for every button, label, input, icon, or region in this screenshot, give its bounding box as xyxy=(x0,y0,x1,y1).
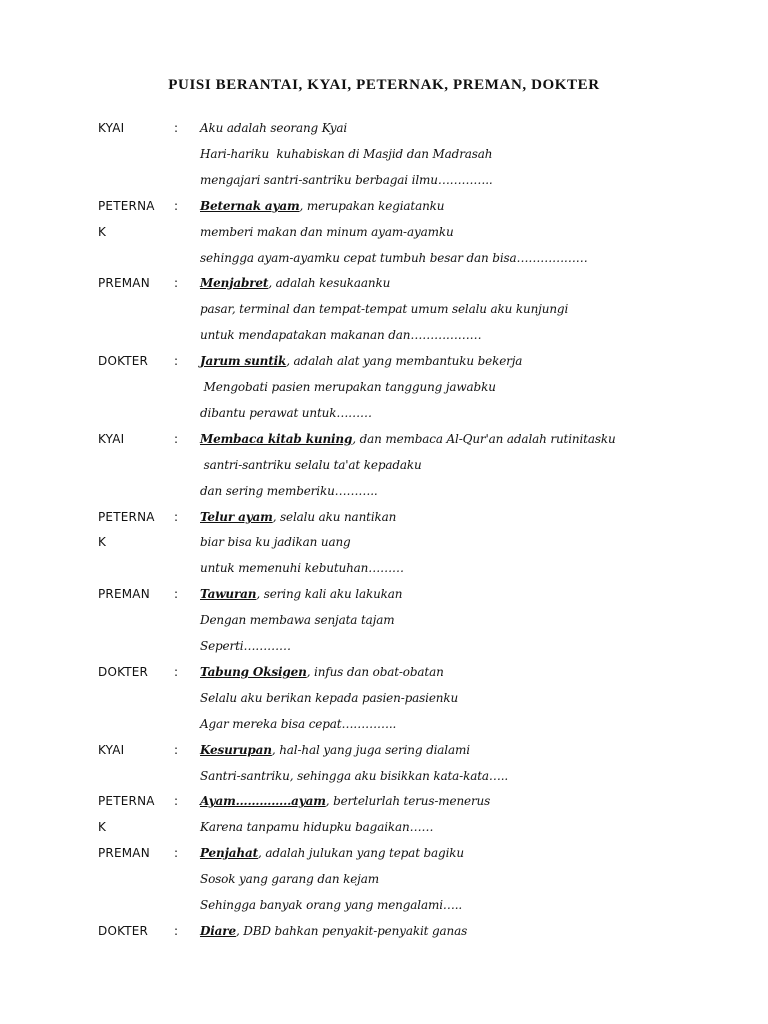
verse-line xyxy=(200,481,378,501)
speaker-colon: : xyxy=(174,794,179,808)
poem-line xyxy=(0,299,768,319)
verse-keyword: Menjabret xyxy=(200,276,269,290)
verse-line xyxy=(200,817,433,837)
speaker-label: PREMAN xyxy=(98,276,150,290)
verse-line xyxy=(200,118,347,138)
verse-keyword: Jarum suntik xyxy=(200,354,287,368)
speaker-colon: : xyxy=(174,510,179,524)
poem-line xyxy=(0,222,768,242)
verse-text: pasar, terminal dan tempat-tempat umum selalu aku kunjungi xyxy=(200,302,569,316)
verse-keyword: Tabung Oksigen xyxy=(200,665,307,679)
speaker-colon: : xyxy=(174,432,179,446)
verse-text: , adalah kesukaanku xyxy=(268,276,391,290)
verse-text: Dengan membawa senjata tajam xyxy=(200,613,395,627)
verse-line xyxy=(200,377,496,397)
speaker-label: KYAI xyxy=(98,743,125,757)
poem-line xyxy=(0,455,768,475)
verse-text: Mengobati pasien merupakan tanggung jawabku xyxy=(200,380,496,394)
verse-text: memberi makan dan minum ayam-ayamku xyxy=(200,225,454,239)
speaker-label: PETERNA xyxy=(98,794,155,808)
verse-line xyxy=(200,843,464,863)
verse-line xyxy=(200,584,402,604)
verse-keyword: Diare xyxy=(200,924,236,938)
verse-line xyxy=(200,766,508,786)
verse-keyword: Membaca kitab kuning xyxy=(200,432,353,446)
verse-line xyxy=(200,688,458,708)
speaker-label: K xyxy=(98,535,107,549)
poem-line xyxy=(0,869,768,889)
verse-text: , merupakan kegiatanku xyxy=(299,199,445,213)
poem-line xyxy=(0,843,768,863)
speaker-colon: : xyxy=(174,276,179,290)
verse-text: , sering kali aku lakukan xyxy=(256,587,403,601)
poem-line xyxy=(0,144,768,164)
poem-title: PUISI BERANTAI, KYAI, PETERNAK, PREMAN, DOKTER xyxy=(168,77,600,93)
verse-text: , infus dan obat-obatan xyxy=(306,665,444,679)
speaker-colon: : xyxy=(174,354,179,368)
poem-line xyxy=(0,714,768,734)
poem-line xyxy=(0,558,768,578)
verse-text: , bertelurlah terus-menerus xyxy=(325,794,491,808)
verse-text: santri-santriku selalu ta'at kepadaku xyxy=(200,458,422,472)
verse-line xyxy=(200,791,490,811)
verse-line xyxy=(200,196,444,216)
verse-text: Sosok yang garang dan kejam xyxy=(200,872,379,886)
speaker-colon: : xyxy=(174,846,179,860)
verse-text: Hari-hariku kuhabiskan di Masjid dan Madrasah xyxy=(200,147,493,161)
verse-text: biar bisa ku jadikan uang xyxy=(200,535,351,549)
poem-line xyxy=(0,791,768,811)
poem-line xyxy=(0,170,768,190)
poem-line xyxy=(0,610,768,630)
poem-line xyxy=(0,921,768,941)
verse-text: Santri-santriku, sehingga aku bisikkan kata-kata….. xyxy=(200,769,509,783)
verse-line xyxy=(200,558,404,578)
verse-text: , adalah alat yang membantuku bekerja xyxy=(286,354,523,368)
speaker-label: PREMAN xyxy=(98,587,150,601)
verse-line xyxy=(200,429,616,449)
poem-line xyxy=(0,377,768,397)
poem-line xyxy=(0,817,768,837)
poem-line xyxy=(0,688,768,708)
verse-line xyxy=(200,455,422,475)
poem-line xyxy=(0,325,768,345)
verse-text: , hal-hal yang juga sering dialami xyxy=(271,743,470,757)
verse-line xyxy=(200,895,462,915)
verse-line xyxy=(200,170,493,190)
verse-keyword: Telur ayam xyxy=(200,510,273,524)
speaker-label: DOKTER xyxy=(98,924,149,938)
speaker-label: K xyxy=(98,225,107,239)
speaker-label: PETERNA xyxy=(98,199,155,213)
verse-text: Selalu aku berikan kepada pasien-pasienku xyxy=(200,691,459,705)
poem-line xyxy=(0,248,768,268)
verse-line xyxy=(200,740,470,760)
verse-keyword: Tawuran xyxy=(200,587,257,601)
speaker-label: K xyxy=(98,820,107,834)
speaker-colon: : xyxy=(174,743,179,757)
verse-keyword: Ayam…………..ayam xyxy=(200,794,326,808)
verse-keyword: Kesurupan xyxy=(200,743,272,757)
verse-text: Karena tanpamu hidupku bagaikan…… xyxy=(200,820,434,834)
poem-line xyxy=(0,636,768,656)
poem-line xyxy=(0,662,768,682)
poem-line xyxy=(0,351,768,371)
verse-text: , selalu aku nantikan xyxy=(272,510,397,524)
verse-line xyxy=(200,662,444,682)
speaker-label: DOKTER xyxy=(98,665,149,679)
verse-line xyxy=(200,273,390,293)
poem-line xyxy=(0,895,768,915)
verse-text: sehingga ayam-ayamku cepat tumbuh besar dan bisa……………… xyxy=(200,251,588,265)
verse-text: untuk memenuhi kebutuhan……… xyxy=(200,561,404,575)
verse-text: untuk mendapatakan makanan dan……………… xyxy=(200,328,482,342)
verse-line xyxy=(200,222,454,242)
verse-line xyxy=(200,403,372,423)
poem-line xyxy=(0,584,768,604)
speaker-label: KYAI xyxy=(98,121,125,135)
poem-line xyxy=(0,532,768,552)
speaker-colon: : xyxy=(174,199,179,213)
verse-text: dan sering memberiku……….. xyxy=(200,484,378,498)
verse-line xyxy=(200,507,396,527)
verse-line xyxy=(200,921,467,941)
poem-line xyxy=(0,196,768,216)
verse-line xyxy=(200,144,492,164)
speaker-label: PREMAN xyxy=(98,846,150,860)
speaker-label: KYAI xyxy=(98,432,125,446)
speaker-colon: : xyxy=(174,587,179,601)
speaker-colon: : xyxy=(174,924,179,938)
verse-text: mengajari santri-santriku berbagai ilmu………….. xyxy=(200,173,493,187)
verse-text: , adalah julukan yang tepat bagiku xyxy=(258,846,464,860)
speaker-label: PETERNA xyxy=(98,510,155,524)
verse-text: Agar mereka bisa cepat………….. xyxy=(200,717,397,731)
poem-line xyxy=(0,429,768,449)
verse-text: dibantu perawat untuk……… xyxy=(200,406,372,420)
verse-line xyxy=(200,610,394,630)
poem-line xyxy=(0,273,768,293)
verse-line xyxy=(200,869,379,889)
verse-line xyxy=(200,714,396,734)
poem-line xyxy=(0,403,768,423)
verse-keyword: Penjahat xyxy=(200,846,259,860)
verse-text: Aku adalah seorang Kyai xyxy=(200,121,348,135)
verse-line xyxy=(200,248,588,268)
speaker-colon: : xyxy=(174,121,179,135)
verse-line xyxy=(200,299,568,319)
poem-line xyxy=(0,766,768,786)
verse-text: , DBD bahkan penyakit-penyakit ganas xyxy=(235,924,468,938)
speaker-colon: : xyxy=(174,665,179,679)
verse-text: Seperti………… xyxy=(200,639,291,653)
verse-line xyxy=(200,325,481,345)
poem-line xyxy=(0,507,768,527)
verse-keyword: Beternak ayam xyxy=(200,199,300,213)
poem-line xyxy=(0,118,768,138)
verse-line xyxy=(200,351,522,371)
verse-text: , dan membaca Al-Qur'an adalah rutinitasku xyxy=(352,432,616,446)
poem-line xyxy=(0,481,768,501)
speaker-label: DOKTER xyxy=(98,354,149,368)
poem-line xyxy=(0,740,768,760)
verse-line xyxy=(200,636,291,656)
verse-line xyxy=(200,532,351,552)
verse-text: Sehingga banyak orang yang mengalami….. xyxy=(200,898,463,912)
